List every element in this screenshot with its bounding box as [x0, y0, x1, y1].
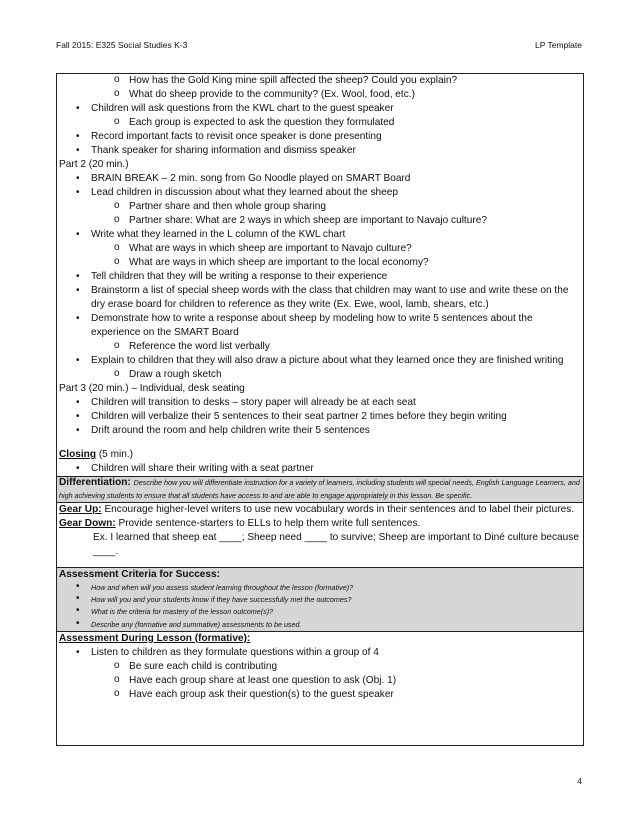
differentiation-content [57, 502, 583, 567]
course-title: Fall 2015: E325 Social Studies K-3 [56, 40, 188, 50]
bullet: • Brainstorm a list of special sheep words with the class that children may want to use and write these on the dry erase board for children to reference as they write (Ex. Ewe, wool, lamb, shears, etc.) [57, 284, 583, 312]
bullet: • Tell children that they will be writing a response to their experience [57, 270, 583, 284]
gear-up [57, 503, 583, 517]
gear-up-text: Encourage higher-level writers to use new vocabulary words in their sentences and to label their pictures. [101, 504, 575, 515]
bullet: • BRAIN BREAK – 2 min. song from Go Noodle played on SMART Board [57, 172, 583, 186]
bullet: • Children will share their writing with a seat partner [57, 462, 583, 476]
sub-bullet: o Have each group share at least one question to ask (Obj. 1) [57, 674, 583, 688]
part-3-heading: Part 3 (20 min.) – Individual, desk seating [59, 383, 245, 394]
differentiation-header [57, 476, 583, 502]
bullet: • Demonstrate how to write a response about sheep by modeling how to write 5 sentences about the experience on the SMART Board [57, 312, 583, 340]
criteria-prompt: • What is the criteria for mastery of the lesson outcome(s)? [57, 606, 583, 618]
page-number: 4 [577, 776, 582, 786]
criteria-prompt: • How will you and your students know if they have successfully met the outcomes? [57, 594, 583, 606]
procedure-section [57, 74, 583, 476]
sub-bullet: o What are ways in which sheep are important to the local economy? [57, 256, 583, 270]
assessment-criteria-section [57, 567, 583, 631]
closing-heading [57, 448, 583, 462]
sub-bullet: o How has the Gold King mine spill affected the sheep? Could you explain? [57, 74, 583, 88]
closing-label: Closing [59, 449, 97, 460]
sub-bullet: o What do sheep provide to the community? (Ex. Wool, food, etc.) [57, 88, 583, 102]
gear-down-label: Gear Down: [59, 518, 116, 529]
sentence-starter-example: Ex. I learned that sheep eat ____; Sheep need ____ to survive; Sheep are important to Diné culture because ____. [93, 532, 579, 557]
bullet: • Explain to children that they will also draw a picture about what they learned once they are finished writing [57, 354, 583, 368]
sub-bullet: o Partner share and then whole group sharing [57, 200, 583, 214]
bullet: • Children will transition to desks – story paper will already be at each seat [57, 396, 583, 410]
closing-time: (5 min.) [96, 449, 134, 460]
sub-bullet: o Draw a rough sketch [57, 368, 583, 382]
assessment-during-section [57, 631, 583, 702]
bullet: • Drift around the room and help children write their 5 sentences [57, 424, 583, 438]
bullet: • Thank speaker for sharing information and dismiss speaker [57, 144, 583, 158]
bullet: • Children will ask questions from the KWL chart to the guest speaker [57, 102, 583, 116]
assessment-criteria-label: Assessment Criteria for Success: [59, 569, 221, 580]
sub-bullet: o Partner share: What are 2 ways in which sheep are important to Navajo culture? [57, 214, 583, 228]
part-2-heading: Part 2 (20 min.) [59, 159, 129, 170]
sub-bullet: o Each group is expected to ask the question they formulated [57, 116, 583, 130]
bullet: • Lead children in discussion about what they learned about the sheep [57, 186, 583, 200]
bullet: • Children will verbalize their 5 sentences to their seat partner 2 times before they begin writing [57, 410, 583, 424]
bullet: • Record important facts to revisit once speaker is done presenting [57, 130, 583, 144]
bullet: • Write what they learned in the L column of the KWL chart [57, 228, 583, 242]
sub-bullet: o Have each group ask their question(s) to the guest speaker [57, 688, 583, 702]
differentiation-label: Differentiation: [59, 477, 131, 488]
page-header [56, 40, 582, 50]
differentiation-prompt: Describe how you will differentiate instruction for a variety of learners, including students will special needs, English Language Learners, and high achieving students to ensure that all students have access to and are able to engage appropriately in this lesson. Be specific. [59, 478, 580, 500]
lesson-plan-table [56, 73, 584, 746]
template-label: LP Template [535, 40, 582, 50]
criteria-prompt: • How and when will you assess student learning throughout the lesson (formative)? [57, 582, 583, 594]
gear-up-label: Gear Up: [59, 504, 102, 515]
gear-down [57, 517, 583, 531]
gear-down-text: Provide sentence-starters to ELLs to help them write full sentences. [115, 518, 421, 529]
bullet: • Listen to children as they formulate questions within a group of 4 [57, 646, 583, 660]
sub-bullet: o Reference the word list verbally [57, 340, 583, 354]
sub-bullet: o What are ways in which sheep are important to Navajo culture? [57, 242, 583, 256]
assessment-during-label: Assessment During Lesson (formative): [59, 632, 251, 644]
criteria-prompt: • Describe any (formative and summative) assessments to be used. [57, 619, 583, 631]
sub-bullet: o Be sure each child is contributing [57, 660, 583, 674]
